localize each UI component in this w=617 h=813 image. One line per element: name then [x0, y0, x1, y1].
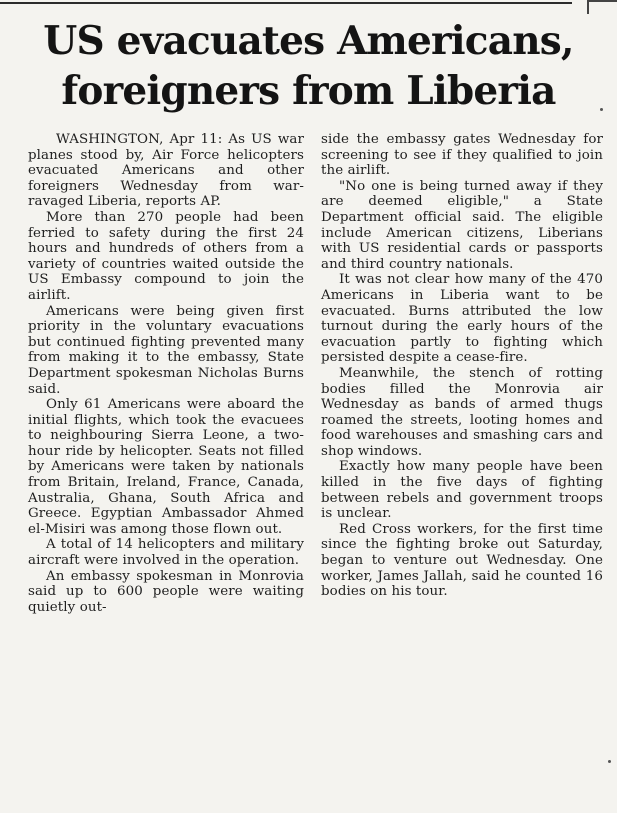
paragraph: Meanwhile, the stench of rotting bodies filled the Monrovia air Wednesday as bands of armed thugs roamed the streets, looting homes and food warehouses and smashing cars and shop windows.	[321, 365, 603, 459]
paragraph: A total of 14 helicopters and military aircraft were involved in the operation.	[28, 537, 304, 569]
article-body	[28, 132, 603, 807]
right-column	[321, 132, 603, 807]
headline-line-2: foreigners from Liberia	[61, 68, 556, 114]
print-speck	[600, 108, 603, 111]
paragraph: An embassy spokesman in Monrovia said up to 600 people were waiting quietly out-	[28, 568, 304, 615]
paragraph: Red Cross workers, for the first time since the fighting broke out Saturday, began to venture out Wednesday. One worker, James Jallah, said he counted 16 bodies on his tour.	[321, 521, 603, 600]
paragraph: Americans were being given first priority in the voluntary evacuations but continued fighting prevented many from making it to the embassy, State Department spokesman Nicholas Burns said.	[28, 303, 304, 397]
paragraph: Only 61 Americans were aboard the initial flights, which took the evacuees to neighbouring Sierra Leone, a two-hour ride by helicopter. Seats not filled by Americans were taken by nationals from Britain, Ireland, France, Canada, Australia, Ghana, South Africa and Greece. Egyptian Ambassador Ahmed el-Misiri was among those flown out.	[28, 397, 304, 537]
top-border-rule	[0, 2, 572, 4]
print-speck	[608, 760, 611, 763]
paragraph: Exactly how many people have been killed in the five days of fighting between rebels and government troops is unclear.	[321, 459, 603, 522]
top-right-corner-rule	[587, 0, 617, 14]
paragraph: "No one is being turned away if they are deemed eligible," a State Department official said. The eligible include American citizens, Liberians with US residential cards or passports and third country nationals.	[321, 178, 603, 272]
paragraph: WASHINGTON, Apr 11: As US war planes stood by, Air Force helicopters evacuated Americans and other foreigners Wednesday from war-ravaged Liberia, reports AP.	[28, 132, 304, 210]
paragraph: More than 270 people had been ferried to safety during the first 24 hours and hundreds of others from a variety of countries waited outside the US Embassy compound to join the airlift.	[28, 209, 304, 303]
left-column	[28, 132, 304, 807]
headline	[0, 16, 617, 116]
paragraph: It was not clear how many of the 470 Americans in Liberia want to be evacuated. Burns attributed the low turnout during the early hours of the evacuation partly to fighting which persisted despite a cease-fire.	[321, 272, 603, 366]
headline-line-1: US evacuates Americans,	[43, 18, 574, 64]
paragraph: side the embassy gates Wednesday for screening to see if they qualified to join the airlift.	[321, 132, 603, 179]
